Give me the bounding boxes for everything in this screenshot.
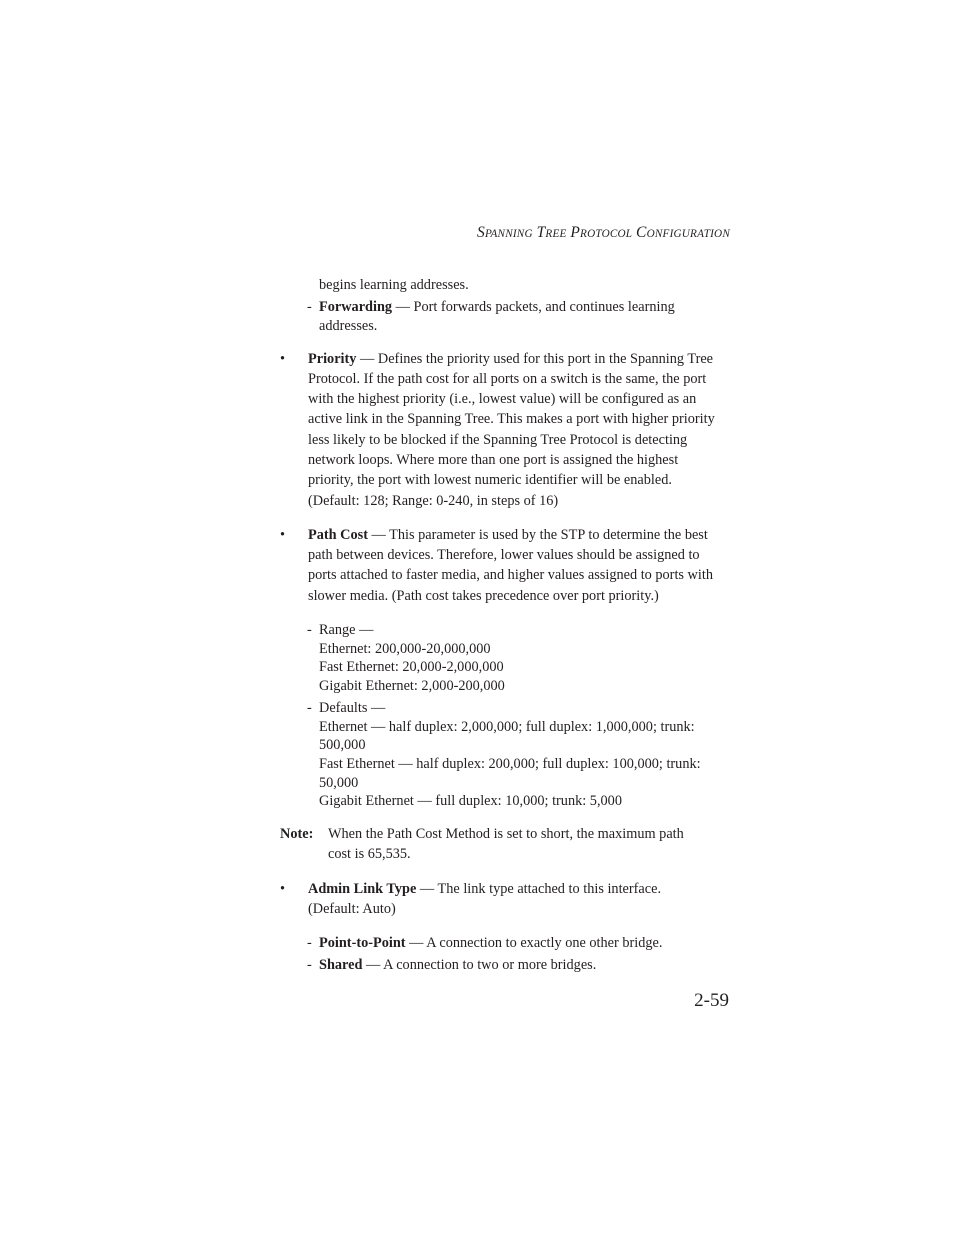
shared-dash: - <box>307 957 312 973</box>
path-cost-term: Path Cost <box>308 527 368 543</box>
priority-line-6: network loops. Where more than one port is assigned the highest <box>308 452 679 468</box>
range-ethernet: Ethernet: 200,000-20,000,000 <box>319 641 491 657</box>
priority-line-1: Priority — Defines the priority used for this port in the Spanning Tree <box>308 351 714 367</box>
admin-link-line-1: Admin Link Type — The link type attached to this interface. <box>308 881 662 897</box>
path-cost-line-2: path between devices. Therefore, lower values should be assigned to <box>308 547 700 563</box>
defaults-dash: - <box>307 700 312 716</box>
forwarding-line-1: Forwarding — Port forwards packets, and continues learning <box>319 299 675 315</box>
path-cost-line-4: slower media. (Path cost takes precedence over port priority.) <box>308 588 659 604</box>
range-dash: - <box>307 622 312 638</box>
priority-line-4: active link in the Spanning Tree. This makes a port with higher priority <box>308 411 715 427</box>
admin-link-line-2: (Default: Auto) <box>308 901 396 917</box>
priority-line-2: Protocol. If the path cost for all ports on a switch is the same, the port <box>308 371 707 387</box>
admin-link-bullet: • <box>280 881 286 897</box>
shared-term: Shared <box>319 957 363 973</box>
range-title: Range — <box>319 622 374 638</box>
shared-item: Shared — A connection to two or more bridges. <box>319 957 597 973</box>
note-line-1: When the Path Cost Method is set to short, the maximum path <box>328 826 684 842</box>
range-fast-ethernet: Fast Ethernet: 20,000-2,000,000 <box>319 659 504 675</box>
defaults-gigabit-ethernet: Gigabit Ethernet — full duplex: 10,000; trunk: 5,000 <box>319 793 622 809</box>
path-cost-bullet: • <box>280 527 286 543</box>
defaults-ethernet-line-2: 500,000 <box>319 737 366 753</box>
priority-term: Priority <box>308 351 357 367</box>
page-number: 2-59 <box>694 990 729 1011</box>
forwarding-line-2: addresses. <box>319 318 378 334</box>
p2p-item: Point-to-Point — A connection to exactly one other bridge. <box>319 935 663 951</box>
priority-line-8: (Default: 128; Range: 0-240, in steps of 16) <box>308 493 559 509</box>
priority-bullet: • <box>280 351 286 367</box>
state-continuation-line: begins learning addresses. <box>319 277 469 293</box>
defaults-fast-ethernet-line-1: Fast Ethernet — half duplex: 200,000; full duplex: 100,000; trunk: <box>319 756 701 772</box>
priority-line-3: with the highest priority (i.e., lowest value) will be configured as an <box>308 391 697 407</box>
range-gigabit-ethernet: Gigabit Ethernet: 2,000-200,000 <box>319 678 505 694</box>
defaults-ethernet-line-1: Ethernet — half duplex: 2,000,000; full duplex: 1,000,000; trunk: <box>319 719 695 735</box>
running-header: SPANNING TREE PROTOCOL CONFIGURATION <box>476 224 730 241</box>
p2p-term: Point-to-Point <box>319 935 406 951</box>
path-cost-line-1: Path Cost — This parameter is used by the STP to determine the best <box>308 527 708 543</box>
forwarding-dash: - <box>307 299 312 315</box>
admin-link-term: Admin Link Type <box>308 881 417 897</box>
defaults-title: Defaults — <box>319 700 386 716</box>
note-label: Note: <box>280 826 314 842</box>
defaults-fast-ethernet-line-2: 50,000 <box>319 775 359 791</box>
note-line-2: cost is 65,535. <box>328 846 411 862</box>
forwarding-term: Forwarding <box>319 299 393 315</box>
priority-line-7: priority, the port with lowest numeric identifier will be enabled. <box>308 472 672 488</box>
priority-line-5: less likely to be blocked if the Spanning Tree Protocol is detecting <box>308 432 688 448</box>
path-cost-line-3: ports attached to faster media, and higher values assigned to ports with <box>308 567 713 583</box>
p2p-dash: - <box>307 935 312 951</box>
